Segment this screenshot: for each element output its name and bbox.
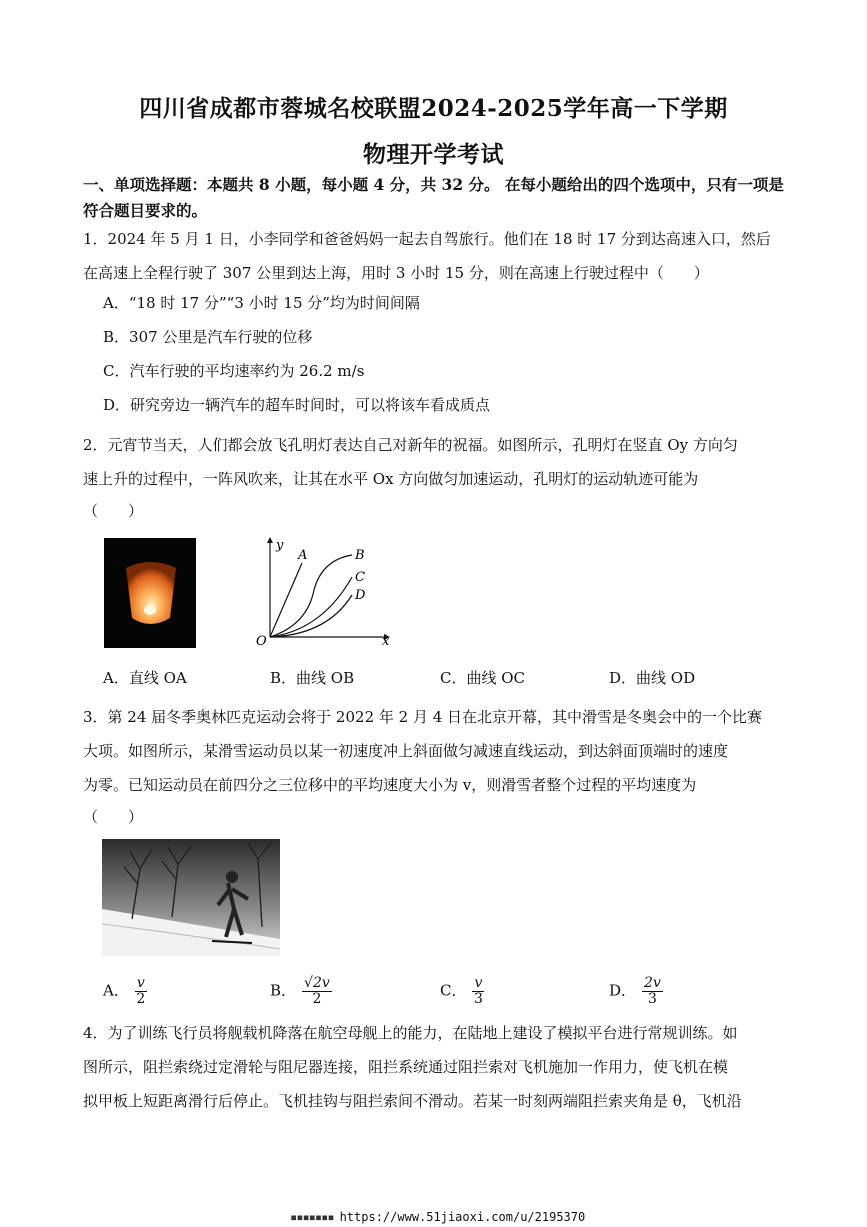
axis-y-label: y (276, 538, 284, 553)
q3-option-c: C． $\frac{v}{3}$ (440, 975, 483, 1007)
curve-b-label: B (355, 548, 365, 563)
q1-option-a: A．“18 时 17 分”“3 小时 15 分”均为时间间隔 (103, 294, 420, 312)
q2-stem-line2: 速上升的过程中，一阵风吹来，让其在水平 Ox 方向做匀加速运动，孔明灯的运动轨迹可能为 (83, 470, 699, 488)
q1-option-b: B．307 公里是汽车行驶的位移 (103, 328, 313, 346)
q4-stem-line1: 4．为了训练飞行员将舰载机降落在航空母舰上的能力，在陆地上建设了模拟平台进行常规训练。如 (83, 1024, 738, 1042)
q3-option-a: A． $\frac{v}{2}$ (103, 975, 146, 1007)
origin-label: O (256, 634, 267, 647)
q1-stem-line2: 在高速上全程行驶了 307 公里到达上海，用时 3 小时 15 分，则在高速上行驶过程中（ ） (83, 264, 709, 282)
page-footer (290, 1210, 585, 1224)
footer-marks: ▪▪▪▪▪▪▪ (290, 1210, 334, 1224)
q2-option-c: C．曲线 OC (440, 669, 526, 687)
q3-stem-line4: （ ） (83, 808, 144, 826)
q3-stem-line1: 3．第 24 届冬季奥林匹克运动会将于 2022 年 2 月 4 日在北京开幕，其中滑雪是冬奥会中的一个比赛 (83, 708, 763, 726)
curve-a-label: A (298, 548, 308, 563)
curve-c-label: C (355, 570, 365, 585)
q2-option-b: B．曲线 OB (270, 669, 355, 687)
q4-stem-line2: 图所示，阻拦索绕过定滑轮与阻尼器连接，阻拦系统通过阻拦索对飞机施加一作用力，使飞机在模 (83, 1058, 729, 1076)
q2-stem-line1: 2．元宵节当天，人们都会放飞孔明灯表达自己对新年的祝福。如图所示，孔明灯在竖直 Oy 方向匀 (83, 436, 738, 454)
curve-oc (270, 577, 352, 637)
lantern-photo (104, 538, 196, 648)
q3-option-b: B． $\frac{√2v}{2}$ (270, 975, 330, 1007)
q3-option-d: D． $\frac{2v}{3}$ (609, 975, 661, 1007)
trajectory-graph (252, 535, 392, 647)
section-heading: 一、单项选择题：本题共 8 小题，每小题 4 分，共 32 分。 在每小题给出的四个选项中，只有一项是符合题目要求的。 (83, 175, 784, 220)
exam-title-line2: 物理开学考试 (363, 141, 504, 168)
lantern-icon (104, 538, 196, 648)
q2-option-a: A．直线 OA (103, 669, 187, 687)
footer-url[interactable]: https://www.51jiaoxi.com/u/2195370 (339, 1210, 586, 1224)
q4-stem-line3: 拟甲板上短距离滑行后停止。飞机挂钩与阻拦索间不滑动。若某一时刻两端阻拦索夹角是 θ，飞机沿 (83, 1092, 742, 1110)
q1-stem-line1: 1．2024 年 5 月 1 日，小李同学和爸爸妈妈一起去自驾旅行。他们在 18 时 17 分到达高速入口，然后 (83, 230, 771, 248)
q2-option-d: D．曲线 OD (609, 669, 696, 687)
q1-option-c: C．汽车行驶的平均速率约为 26.2 m/s (103, 362, 365, 380)
curve-d-label: D (355, 588, 366, 603)
line-oa (270, 563, 302, 637)
exam-title-line1: 四川省成都市蓉城名校联盟2024-2025学年高一下学期 (139, 95, 728, 122)
q2-stem-line3: （ ） (83, 502, 144, 520)
axis-x-label: x (382, 634, 390, 647)
skier-icon (102, 839, 280, 956)
q1-option-d: D．研究旁边一辆汽车的超车时间时，可以将该车看成质点 (103, 396, 491, 414)
q3-stem-line2: 大项。如图所示，某滑雪运动员以某一初速度冲上斜面做匀减速直线运动，到达斜面顶端时的速度 (83, 742, 729, 760)
skier-photo (102, 839, 280, 956)
q3-stem-line3: 为零。已知运动员在前四分之三位移中的平均速度大小为 v，则滑雪者整个过程的平均速度为 (83, 776, 697, 794)
